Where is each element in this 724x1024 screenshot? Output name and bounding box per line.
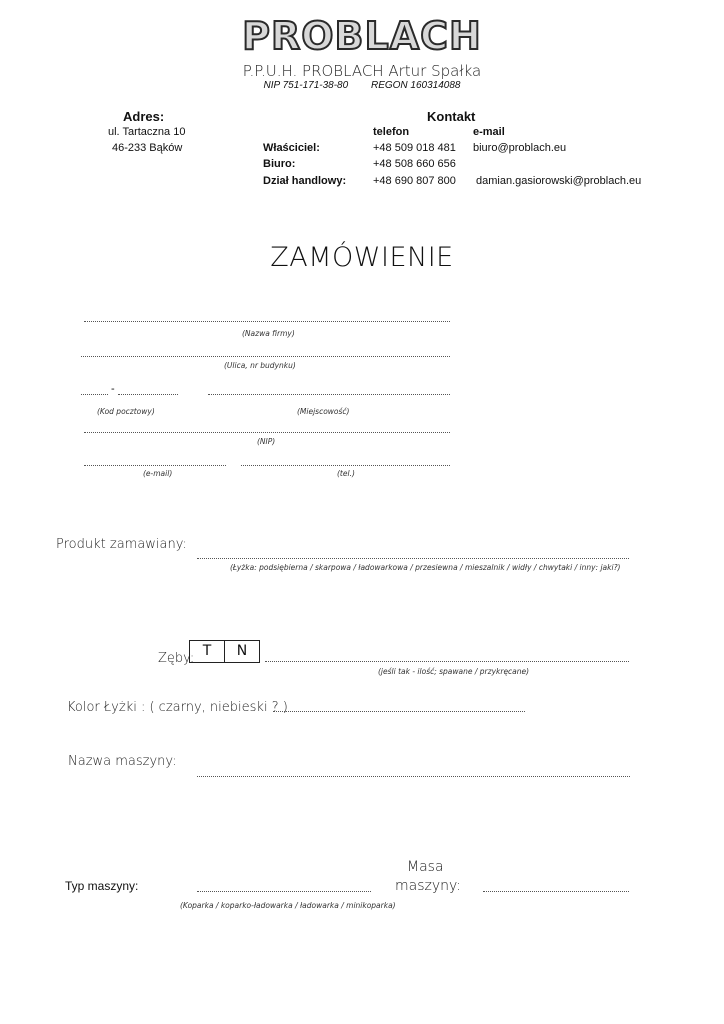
- city-hint: (Miejscowość): [297, 407, 350, 416]
- firm-name-field[interactable]: [84, 321, 450, 322]
- teeth-hint: (jeśli tak - ilość; spawane / przykręcane): [378, 667, 530, 676]
- regon-number: REGON 160314088: [370, 80, 461, 91]
- machine-name-label: Nazwa maszyny:: [68, 754, 177, 769]
- company-logo: PROBLACH: [242, 14, 482, 58]
- contact-email[interactable]: biuro@problach.eu: [473, 142, 567, 154]
- company-name: P.P.U.H. PROBLACH Artur Spałka: [242, 62, 482, 80]
- machine-type-label: Typ maszyny:: [65, 879, 139, 893]
- contact-email[interactable]: damian.gasiorowski@problach.eu: [476, 175, 642, 187]
- contact-phone: +48 690 807 800: [373, 175, 456, 187]
- nip-field[interactable]: [84, 432, 450, 433]
- company-ids: [0, 80, 724, 91]
- address-street: ul. Tartaczna 10: [108, 126, 186, 138]
- postal-code-field-2[interactable]: [118, 394, 178, 395]
- nip-hint: (NIP): [257, 437, 276, 446]
- postal-code-field-1[interactable]: [81, 394, 108, 395]
- email-field[interactable]: [84, 465, 226, 466]
- contact-phone-header: telefon: [373, 126, 410, 138]
- teeth-label: Zęby:: [158, 651, 195, 666]
- machine-type-field[interactable]: [197, 891, 371, 892]
- machine-name-field[interactable]: [197, 776, 630, 777]
- nip-number: NIP 751-171-38-80: [263, 80, 349, 91]
- contact-role: Biuro:: [263, 158, 296, 170]
- street-hint: (Ulica, nr budynku): [224, 361, 296, 370]
- form-title: ZAMÓWIENIE: [270, 242, 454, 273]
- phone-hint: (tel.): [337, 469, 355, 478]
- email-hint: (e-mail): [143, 469, 173, 478]
- contact-phone: +48 508 660 656: [373, 158, 456, 170]
- product-hint: (Łyżka: podsiębierna / skarpowa / ładowarkowa / przesiewna / mieszalnik / widły / chwytaki / inny: jaki?): [230, 563, 621, 572]
- contact-role: Dział handlowy:: [263, 175, 347, 187]
- address-heading: Adres:: [123, 109, 165, 124]
- mass-label: Masa: [407, 859, 444, 875]
- machine-type-hint: (Koparka / koparko-ładowarka / ładowarka / minikoparka): [180, 901, 396, 910]
- address-city: 46-233 Bąków: [112, 142, 183, 154]
- contact-phone: +48 509 018 481: [373, 142, 456, 154]
- color-label: Kolor Łyżki : ( czarny, niebieski ? ): [67, 700, 288, 715]
- color-field[interactable]: [273, 711, 525, 712]
- contact-role: Właściciel:: [263, 142, 320, 154]
- teeth-yes-box[interactable]: T: [189, 640, 225, 663]
- machine-mass-field[interactable]: [483, 891, 629, 892]
- phone-field[interactable]: [241, 465, 450, 466]
- street-field[interactable]: [81, 356, 450, 357]
- postal-code-hint: (Kod pocztowy): [97, 407, 155, 416]
- product-label: Produkt zamawiany:: [56, 537, 187, 552]
- product-field[interactable]: [197, 558, 629, 559]
- contact-email-header: e-mail: [473, 126, 505, 138]
- mass-label-cont: maszyny:: [395, 878, 462, 894]
- teeth-field[interactable]: [265, 661, 629, 662]
- postal-code-separator: -: [111, 383, 115, 395]
- city-field[interactable]: [208, 394, 450, 395]
- firm-name-hint: (Nazwa firmy): [242, 329, 295, 338]
- contact-heading: Kontakt: [427, 109, 476, 124]
- teeth-no-box[interactable]: N: [224, 640, 260, 663]
